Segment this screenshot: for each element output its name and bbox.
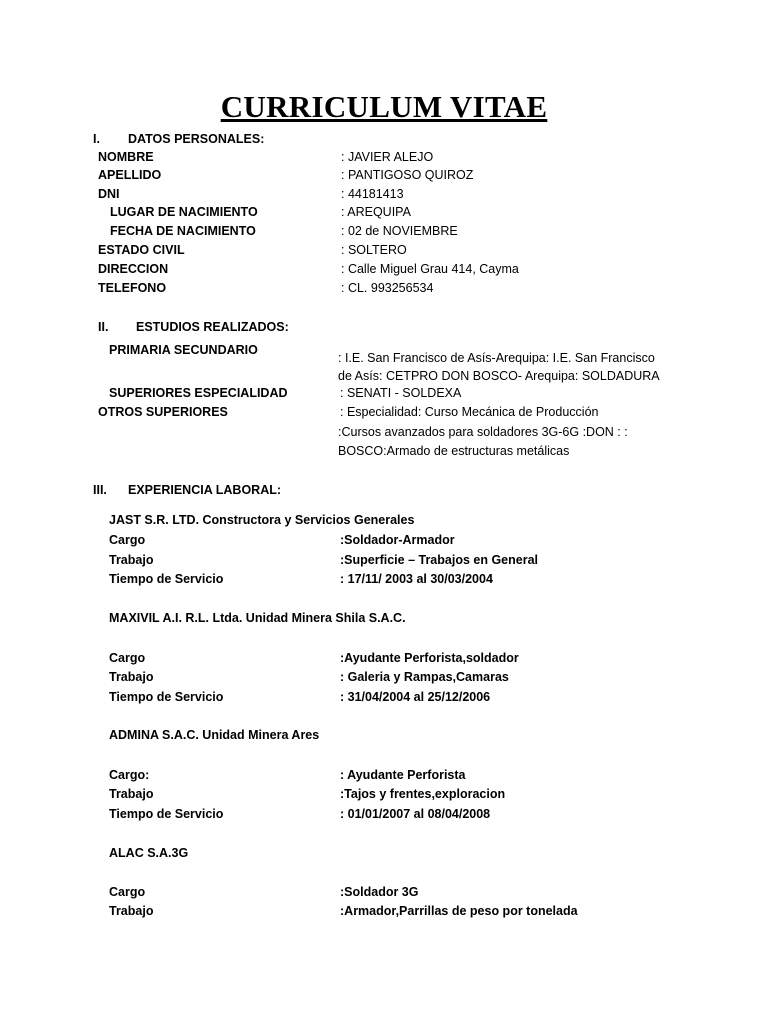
label-otros-superiores: OTROS SUPERIORES bbox=[98, 405, 228, 419]
job-value: : Galeria y Rampas,Camaras bbox=[340, 670, 509, 684]
label-dni: DNI bbox=[98, 187, 120, 201]
job-value: :Armador,Parrillas de peso por tonelada bbox=[340, 904, 578, 918]
value-superiores-especialidad: : SENATI - SOLDEXA bbox=[340, 386, 462, 400]
job-label: Trabajo bbox=[109, 670, 154, 684]
label-lugar-nacimiento: LUGAR DE NACIMIENTO bbox=[110, 205, 258, 219]
section-1-heading: DATOS PERSONALES: bbox=[128, 132, 265, 146]
job-label: Trabajo bbox=[109, 904, 154, 918]
job-value: : 31/04/2004 al 25/12/2006 bbox=[340, 690, 491, 704]
label-apellido: APELLIDO bbox=[98, 168, 162, 182]
value-estado-civil: : SOLTERO bbox=[341, 243, 407, 257]
job-company: ADMINA S.A.C. Unidad Minera Ares bbox=[109, 728, 320, 742]
section-1-number: I. bbox=[93, 132, 100, 146]
job-value: :Tajos y frentes,exploracion bbox=[340, 787, 506, 801]
value-otros-superiores-line-3: BOSCO:Armado de estructuras metálicas bbox=[338, 444, 570, 458]
value-otros-superiores-line-2: :Cursos avanzados para soldadores 3G-6G :DON : : bbox=[338, 425, 628, 439]
job-value: :Soldador-Armador bbox=[340, 533, 455, 547]
job-value: :Superficie – Trabajos en General bbox=[340, 553, 538, 567]
job-label: Tiempo de Servicio bbox=[109, 807, 224, 821]
section-2-number: II. bbox=[98, 320, 109, 334]
job-company: MAXIVIL A.I. R.L. Ltda. Unidad Minera Shila S.A.C. bbox=[109, 611, 406, 625]
job-value: : 01/01/2007 al 08/04/2008 bbox=[340, 807, 491, 821]
label-estado-civil: ESTADO CIVIL bbox=[98, 243, 185, 257]
section-2-heading: ESTUDIOS REALIZADOS: bbox=[136, 320, 289, 334]
job-company: JAST S.R. LTD. Constructora y Servicios Generales bbox=[109, 513, 415, 527]
label-telefono: TELEFONO bbox=[98, 281, 167, 295]
job-company: ALAC S.A.3G bbox=[109, 846, 189, 860]
job-label: Cargo bbox=[109, 651, 146, 665]
job-label: Trabajo bbox=[109, 553, 154, 567]
job-label: Cargo: bbox=[109, 768, 150, 782]
document-title: CURRICULUM VITAE bbox=[220, 89, 548, 124]
label-primaria-secundario: PRIMARIA SECUNDARIO bbox=[109, 343, 258, 357]
job-label: Tiempo de Servicio bbox=[109, 690, 224, 704]
value-estudios-line-1: : I.E. San Francisco de Asís-Arequipa: I.E. San Francisco bbox=[338, 351, 655, 365]
job-value: :Soldador 3G bbox=[340, 885, 419, 899]
value-estudios-line-2: de Asís: CETPRO DON BOSCO- Arequipa: SOLDADURA bbox=[338, 369, 660, 383]
section-3-number: III. bbox=[93, 483, 107, 497]
value-otros-superiores-line-1: : Especialidad: Curso Mecánica de Producción bbox=[340, 405, 599, 419]
job-label: Tiempo de Servicio bbox=[109, 572, 224, 586]
section-3-heading: EXPERIENCIA LABORAL: bbox=[128, 483, 282, 497]
value-fecha-nacimiento: : 02 de NOVIEMBRE bbox=[341, 224, 458, 238]
job-label: Cargo bbox=[109, 885, 146, 899]
job-label: Cargo bbox=[109, 533, 146, 547]
job-value: :Ayudante Perforista,soldador bbox=[340, 651, 519, 665]
job-value: : Ayudante Perforista bbox=[340, 768, 466, 782]
label-fecha-nacimiento: FECHA DE NACIMIENTO bbox=[110, 224, 256, 238]
label-superiores-especialidad: SUPERIORES ESPECIALIDAD bbox=[109, 386, 288, 400]
job-value: : 17/11/ 2003 al 30/03/2004 bbox=[340, 572, 493, 586]
value-dni: : 44181413 bbox=[341, 187, 404, 201]
label-direccion: DIRECCION bbox=[98, 262, 169, 276]
value-lugar-nacimiento: : AREQUIPA bbox=[341, 205, 411, 219]
value-nombre: : JAVIER ALEJO bbox=[341, 150, 434, 164]
value-telefono: : CL. 993256534 bbox=[341, 281, 434, 295]
label-nombre: NOMBRE bbox=[98, 150, 154, 164]
value-direccion: : Calle Miguel Grau 414, Cayma bbox=[341, 262, 519, 276]
value-apellido: : PANTIGOSO QUIROZ bbox=[341, 168, 474, 182]
job-label: Trabajo bbox=[109, 787, 154, 801]
